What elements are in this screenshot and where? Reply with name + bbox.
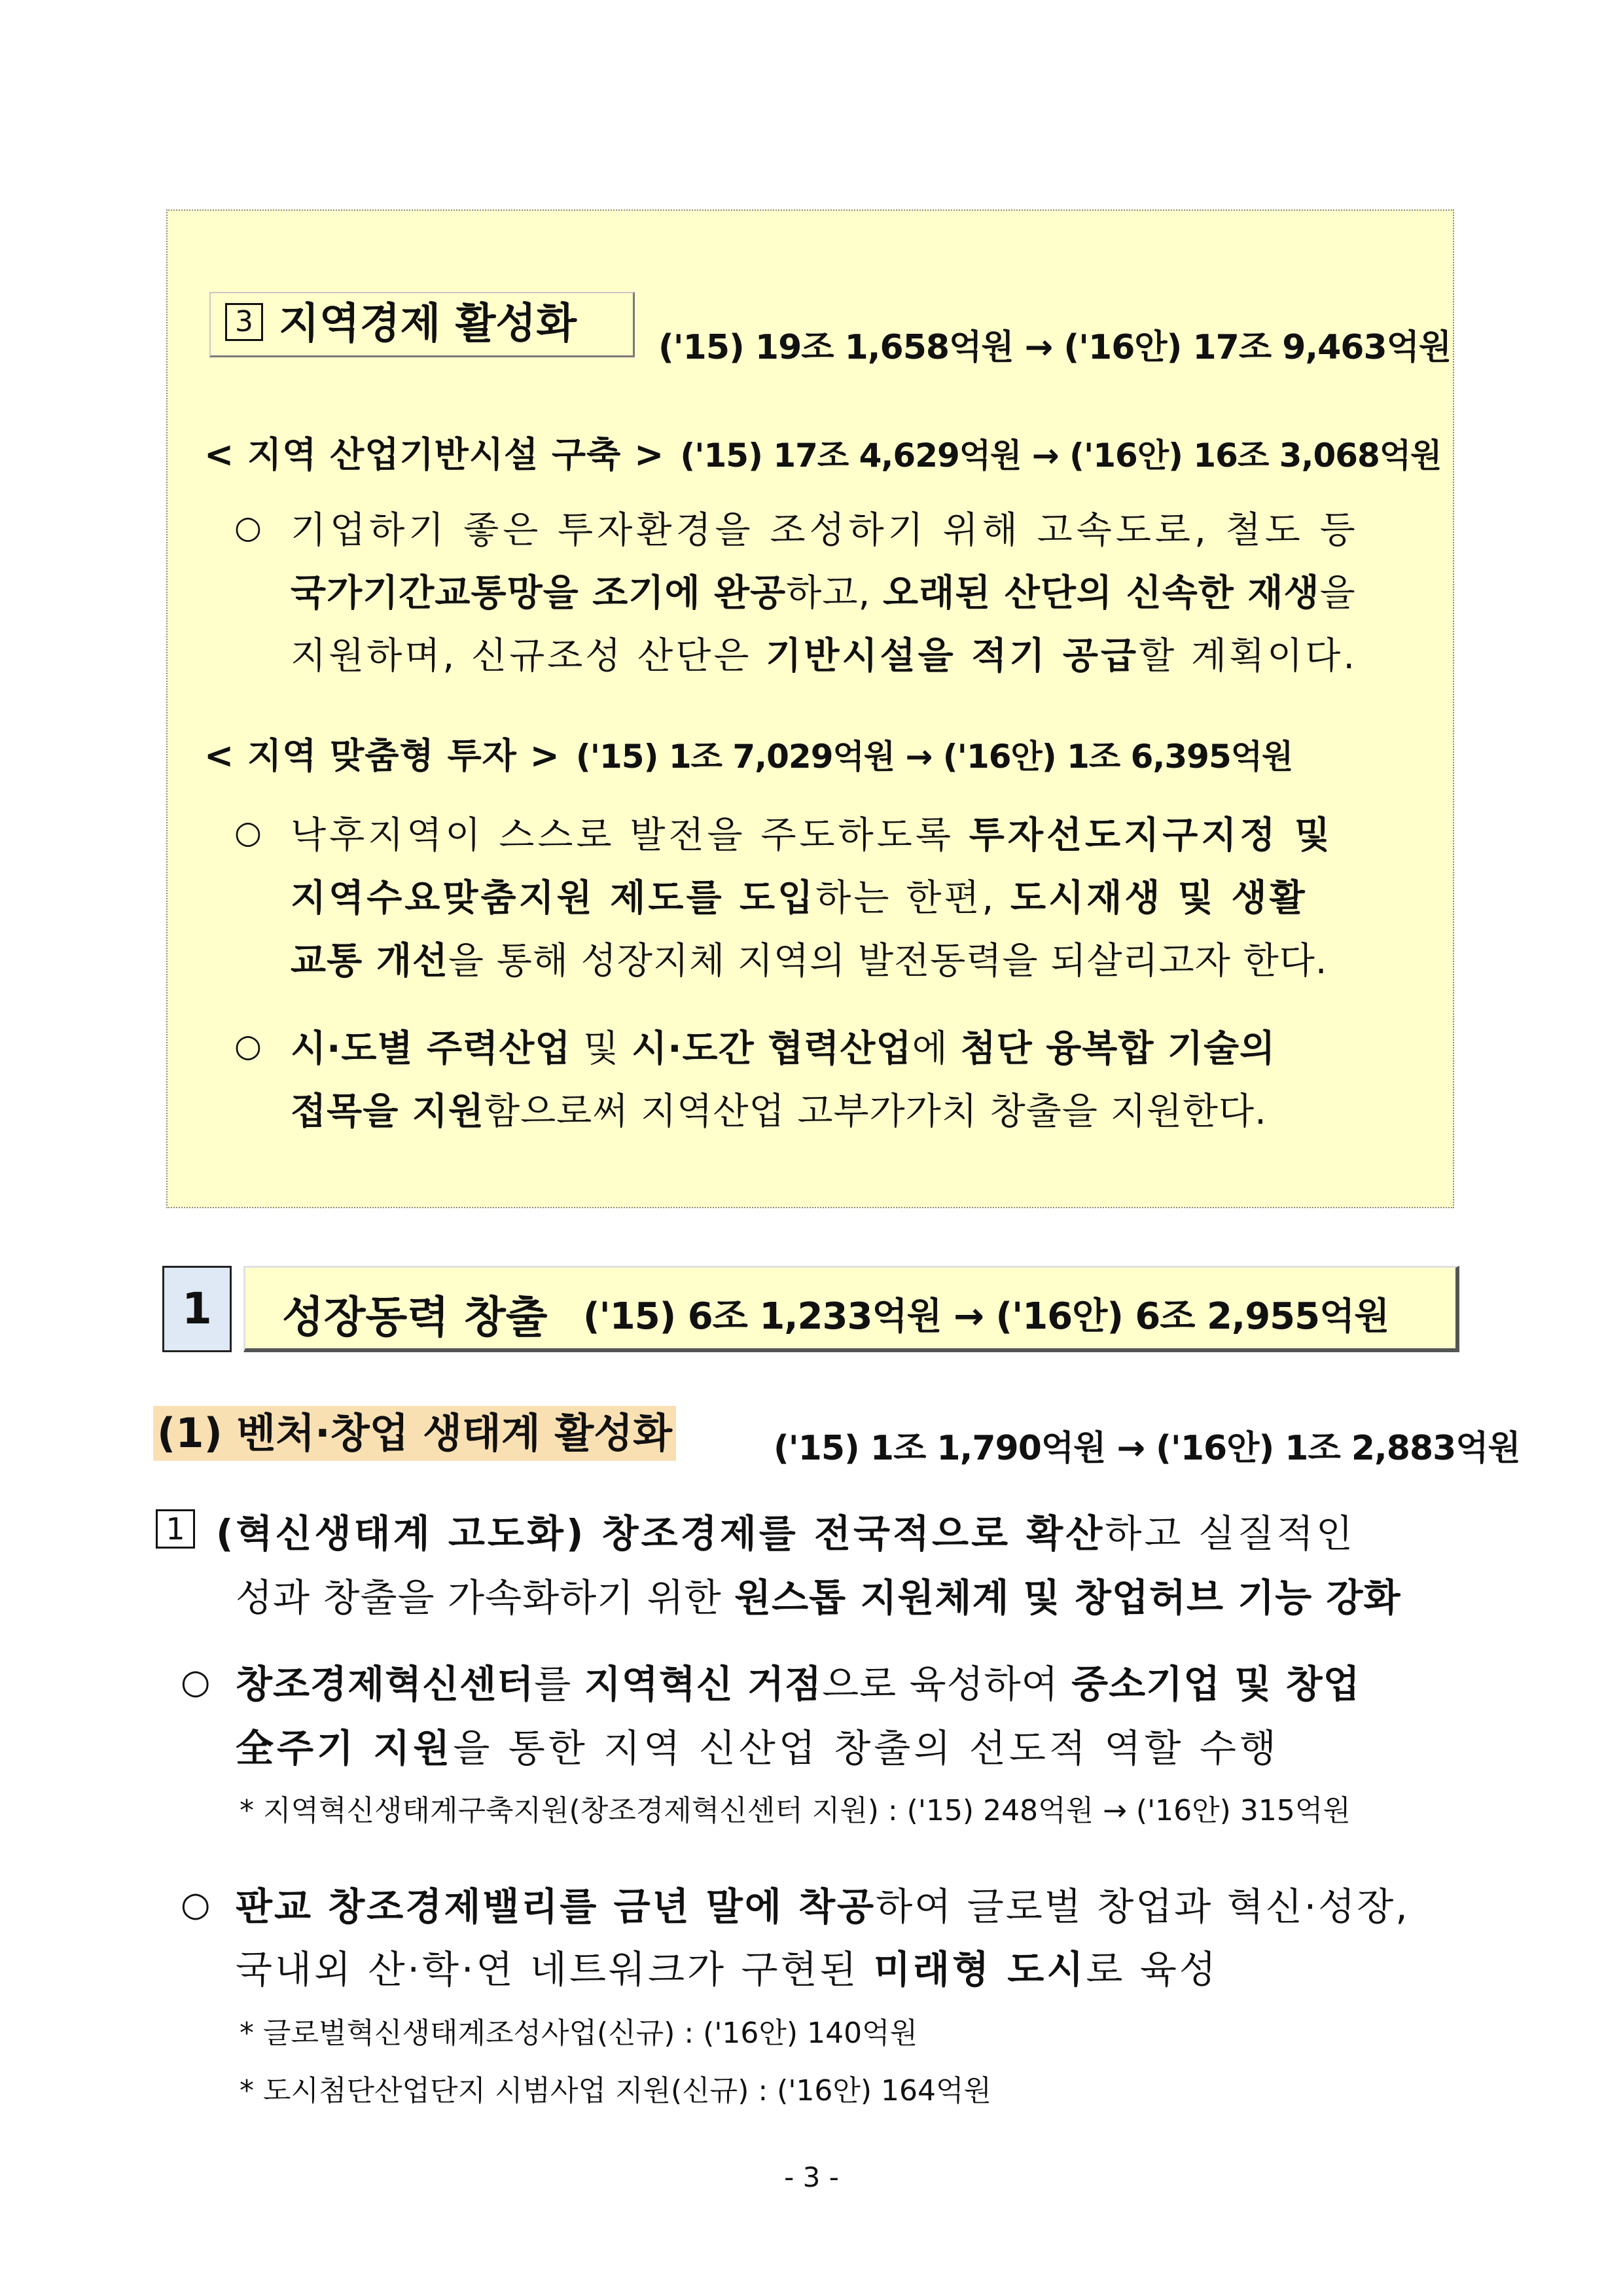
infra-bullet: ○ — [234, 509, 262, 546]
item-1-line-1: (혁신생태계 고도화) 창조경제를 전국적으로 확산하고 실질적인 — [216, 1511, 1355, 1556]
bullet-2-line-1: 판교 창조경제밸리를 금년 말에 착공하여 글로벌 창업과 혁신·성장, — [236, 1884, 1410, 1929]
custom-bullet-1: ○ — [234, 814, 262, 851]
custom-heading: < 지역 맞춤형 투자 > ('15) 1조 7,029억원 → ('16안) 1조 6,395억원 — [204, 735, 1293, 776]
custom-p1-line-1: 낙후지역이 스스로 발전을 주도하도록 투자선도지구지정 및 — [291, 814, 1334, 857]
bullet-2-symbol: ○ — [181, 1885, 211, 1924]
bullet-1-line-1: 창조경제혁신센터를 지역혁신 거점으로 육성하여 중소기업 및 창업 — [236, 1662, 1361, 1706]
bullet-2-note-2: * 도시첨단산업단지 시범사업 지원(신규) : ('16안) 164억원 — [240, 2074, 992, 2108]
custom-p2-line-1: 시·도별 주력산업 및 시·도간 협력산업에 첨단 융복합 기술의 — [291, 1028, 1276, 1070]
sub-1-budget: ('15) 1조 1,790억원 → ('16안) 1조 2,883억원 — [774, 1429, 1520, 1468]
bullet-2-note-1: * 글로벌혁신생태계조성사업(신규) : ('16안) 140억원 — [240, 2017, 918, 2050]
bullet-2-line-2: 국내외 산·학·연 네트워크가 구현된 미래형 도시로 육성 — [236, 1947, 1219, 1992]
custom-bullet-2: ○ — [234, 1028, 262, 1064]
infra-budget: ('15) 17조 4,629억원 → ('16안) 16조 3,068억원 — [680, 437, 1442, 475]
custom-p1-line-3: 교통 개선을 통해 성장지체 지역의 발전동력을 되살리고자 한다. — [291, 940, 1328, 982]
item-1-line-2: 성과 창출을 가속화하기 위한 원스톱 지원체계 및 창업허브 기능 강화 — [236, 1575, 1401, 1620]
section-1-title: 성장동력 창출 — [282, 1292, 548, 1342]
sub-1-title: (1) 벤처·창업 생태계 활성화 — [153, 1406, 676, 1461]
infra-line-1: 기업하기 좋은 투자환경을 조성하기 위해 고속도로, 철도 등 — [291, 509, 1359, 552]
bullet-1-symbol: ○ — [181, 1662, 211, 1702]
custom-p1-line-2: 지역수요맞춤지원 제도를 도입하는 한편, 도시재생 및 생활 — [291, 877, 1308, 920]
infra-heading: < 지역 산업기반시설 구축 > ('15) 17조 4,629억원 → ('16안) 16조 3,068억원 — [204, 434, 1442, 475]
page-number: - 3 - — [784, 2161, 839, 2193]
bullet-1-note: * 지역혁신생태계구축지원(창조경제혁신센터 지원) : ('15) 248억원 → ('16안) 315억원 — [240, 1794, 1351, 1827]
custom-budget: ('15) 1조 7,029억원 → ('16안) 1조 6,395억원 — [575, 738, 1293, 776]
custom-p2-line-2: 접목을 지원함으로써 지역산업 고부가가치 창출을 지원한다. — [291, 1090, 1267, 1133]
section-3-title — [209, 292, 635, 357]
bullet-1-line-2: 全주기 지원을 통한 지역 신산업 창출의 선도적 역할 수행 — [236, 1726, 1279, 1770]
item-1-number: 1 — [156, 1509, 195, 1549]
section-1-number: 1 — [162, 1266, 232, 1352]
infra-line-2: 국가기간교통망을 조기에 완공하고, 오래된 산단의 신속한 재생을 — [291, 572, 1356, 615]
section-1-bar — [243, 1266, 1459, 1352]
section-3-number: 3 — [225, 303, 263, 341]
section-1-budget: ('15) 6조 1,233억원 → ('16안) 6조 2,955억원 — [583, 1295, 1389, 1338]
section-3-title-text: 지역경제 활성화 — [279, 300, 577, 348]
section-3-budget: ('15) 19조 1,658억원 → ('16안) 17조 9,463억원 — [658, 328, 1452, 367]
infra-line-3: 지원하며, 신규조성 산단은 기반시설을 적기 공급할 계획이다. — [291, 635, 1358, 677]
